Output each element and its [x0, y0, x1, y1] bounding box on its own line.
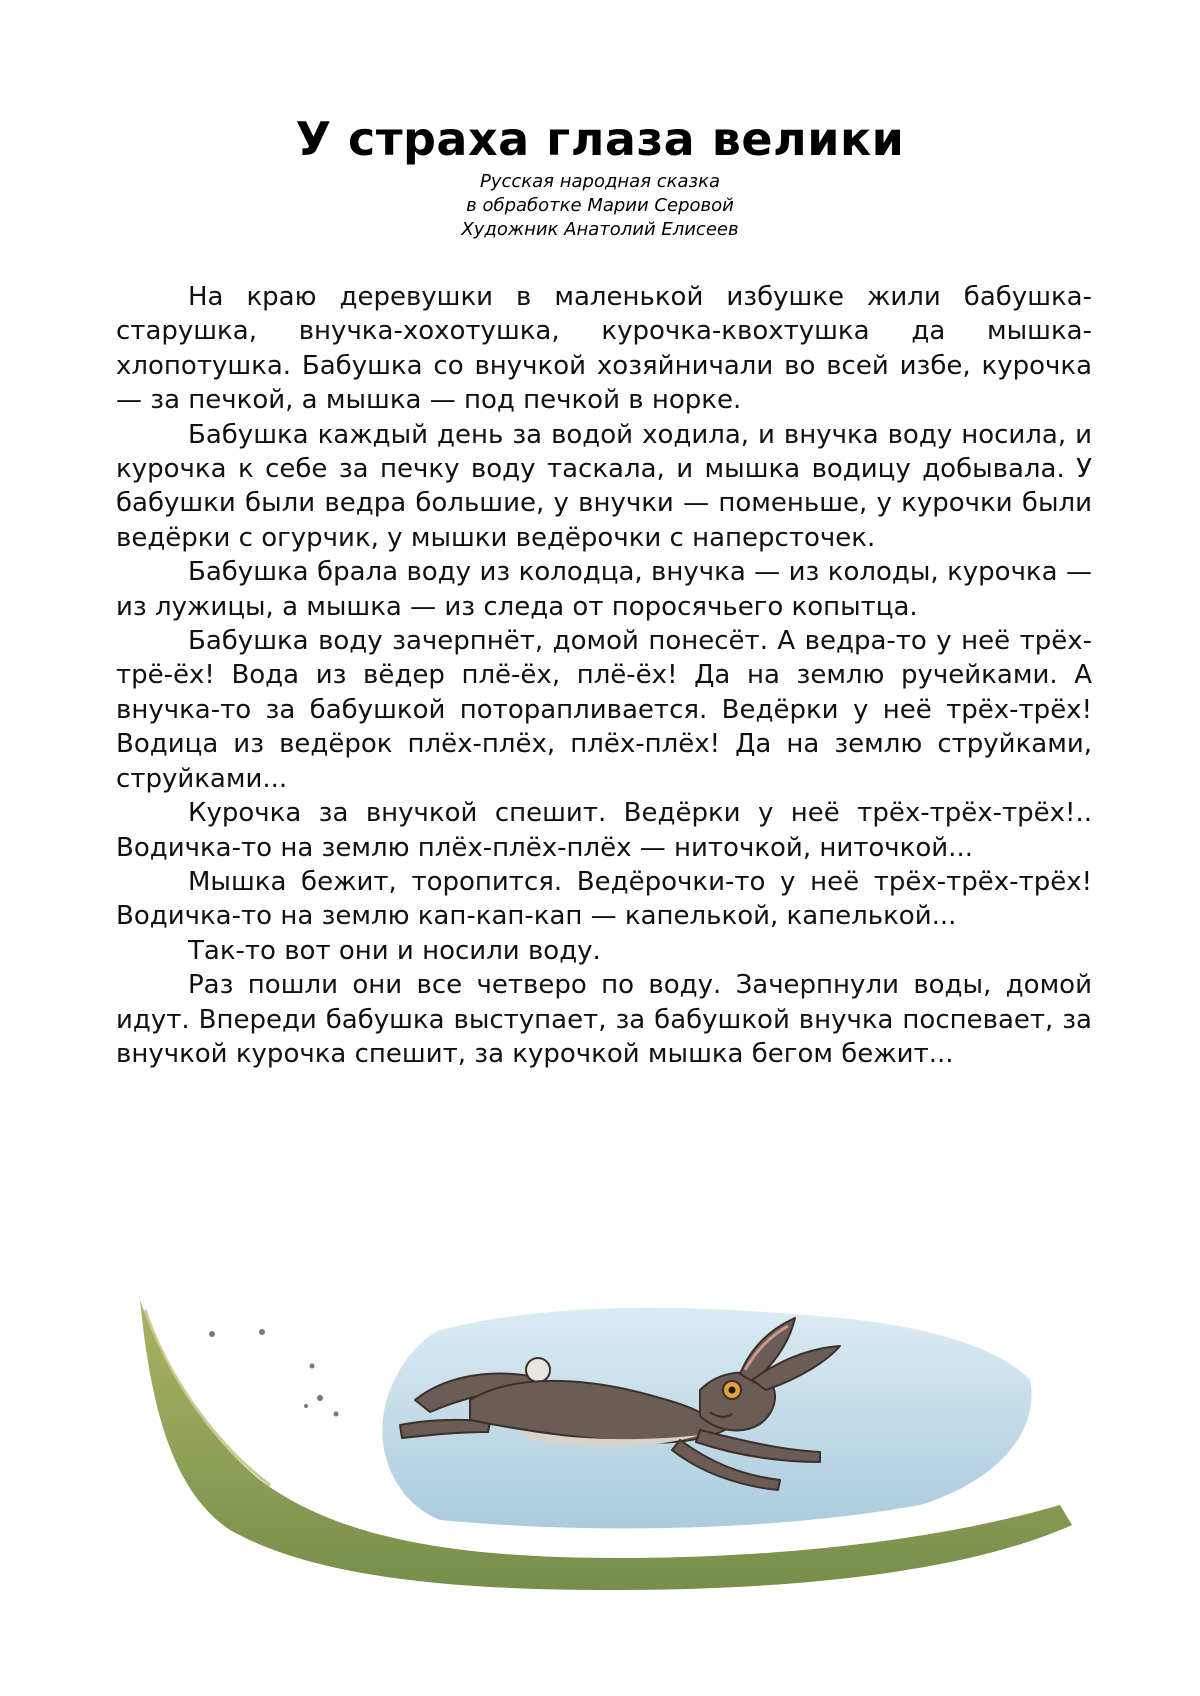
paragraph: Бабушка брала воду из колодца, внучка — из колоды, курочка — из лужицы, а мышка — из следа от поросячьего копытца.	[116, 557, 1092, 622]
paragraph: На краю деревушки в маленькой избушке жили бабушка-старушка, внучка-хохотушка, курочка-квохтушка да мышка-хлопотушка. Бабушка со внучкой хозяйничали во всей избе, курочка — за печкой, а мышка — под печкой в норке.	[116, 282, 1092, 416]
dirt-specks	[209, 1329, 339, 1417]
credit-illustrator: Художник Анатолий Елисеев	[461, 219, 739, 240]
credit-genre: Русская народная сказка	[479, 171, 721, 192]
story-text	[116, 280, 1092, 1071]
credits-block	[0, 170, 1200, 242]
paragraph: Бабушка каждый день за водой ходила, и внучка воду носила, и курочка к себе за печку воду таскала, и мышка водицу добывала. У бабушки были ведра большие, у внучки — поменьше, у курочки были ведёрки с огурчик, у мышки ведёрочки с наперсточек.	[116, 419, 1092, 553]
paragraph: Раз пошли они все четверо по воду. Зачерпнули воды, домой идут. Впереди бабушка выступает, за бабушкой внучка поспевает, за внучкой курочка спешит, за курочкой мышка бегом бежит...	[116, 970, 1092, 1069]
paragraph: Курочка за внучкой спешит. Ведёрки у неё трёх-трёх-трёх!.. Водичка-то на землю плёх-плёх-плёх — ниточкой, ниточкой...	[116, 798, 1092, 863]
running-hare-illustration	[140, 1290, 1080, 1610]
credit-adaptation: в обработке Марии Серовой	[466, 195, 734, 216]
page-title: У страха глаза велики	[295, 112, 905, 166]
paragraph: Мышка бежит, торопится. Ведёрочки-то у неё трёх-трёх-трёх! Водичка-то на землю кап-кап-кап — капелькой, капелькой...	[116, 866, 1092, 932]
paragraph: Бабушка воду зачерпнёт, домой понесёт. А ведра-то у неё трёх-трё-ёх! Вода из вёдер плё-ёх, плё-ёх! Да на землю ручейками. А внучка-то за бабушкой поторапливается. Ведёрки у неё трёх-трёх! Водица из ведёрок плёх-плёх, плёх-плёх! Да на землю струйками, струйками...	[116, 626, 1092, 794]
paragraph: Так-то вот они и носили воду.	[188, 935, 601, 966]
